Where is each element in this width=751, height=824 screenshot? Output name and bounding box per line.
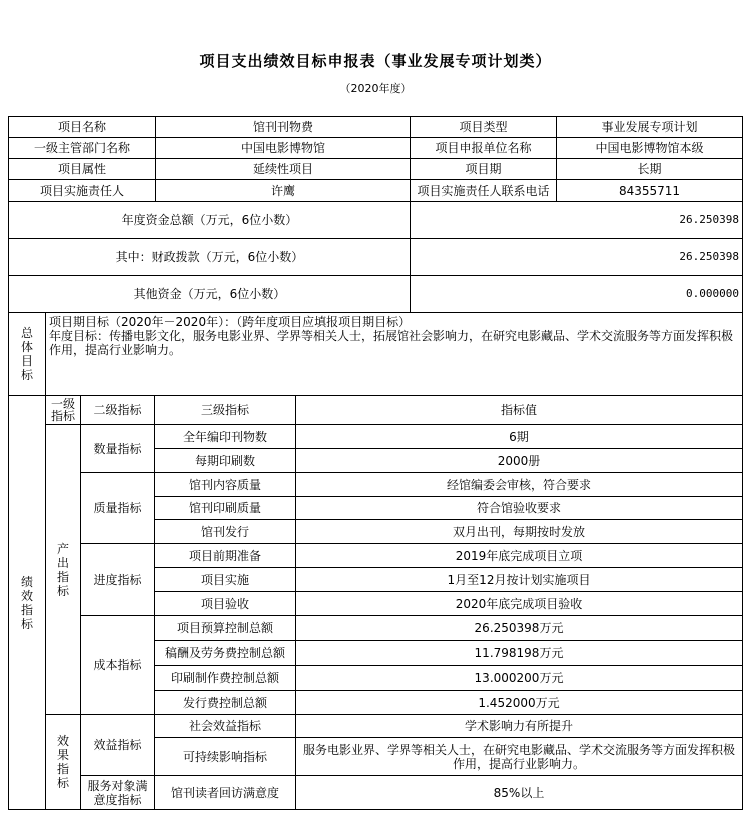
funds-other-label: 其他资金（万元，6位小数） xyxy=(9,276,411,313)
target-table xyxy=(8,116,743,810)
page-title: 项目支出绩效目标申报表（事业发展专项计划类） xyxy=(199,52,552,70)
indicator-name: 项目验收 xyxy=(155,592,296,616)
funds-fiscal-value: 26.250398 xyxy=(411,239,743,276)
indicator-name: 每期印刷数 xyxy=(155,449,296,473)
indicator-name: 印刷制作费控制总额 xyxy=(155,666,296,691)
header-level2: 二级指标 xyxy=(81,396,155,425)
funds-other-value: 0.000000 xyxy=(411,276,743,313)
indicator-value: 2000册 xyxy=(296,449,743,473)
indicator-value: 学术影响力有所提升 xyxy=(296,715,743,738)
indicator-value: 85%以上 xyxy=(296,776,743,810)
indicator-name: 馆刊发行 xyxy=(155,520,296,544)
dept-label: 一级主管部门名称 xyxy=(9,138,156,159)
owner-value: 许鹰 xyxy=(156,180,411,202)
unit-value: 中国电影博物馆本级 xyxy=(557,138,743,159)
benefit-indicator: 效益指标 xyxy=(81,715,155,776)
indicator-value: 经馆编委会审核，符合要求 xyxy=(296,473,743,497)
indicator-value: 26.250398万元 xyxy=(296,616,743,641)
phone-value: 84355711 xyxy=(557,180,743,202)
indicator-name: 项目前期准备 xyxy=(155,544,296,568)
project-type-label: 项目类型 xyxy=(411,117,557,138)
project-name-label: 项目名称 xyxy=(9,117,156,138)
overall-target-label: 总 体 目 标 xyxy=(9,313,46,396)
indicator-name: 稿酬及劳务费控制总额 xyxy=(155,641,296,666)
effect-indicators-label: 效 果 指 标 xyxy=(46,715,81,810)
phone-label: 项目实施责任人联系电话 xyxy=(411,180,557,202)
indicator-value: 13.000200万元 xyxy=(296,666,743,691)
indicator-value: 1.452000万元 xyxy=(296,691,743,715)
header-value: 指标值 xyxy=(296,396,743,425)
overall-target-text xyxy=(46,313,743,396)
indicator-value: 2019年底完成项目立项 xyxy=(296,544,743,568)
indicator-name: 社会效益指标 xyxy=(155,715,296,738)
dept-value: 中国电影博物馆 xyxy=(156,138,411,159)
indicator-value: 双月出刊，每期按时发放 xyxy=(296,520,743,544)
period-value: 长期 xyxy=(557,159,743,180)
indicator-name: 项目实施 xyxy=(155,568,296,592)
indicator-name: 全年编印刊物数 xyxy=(155,425,296,449)
project-name-value: 馆刊刊物费 xyxy=(156,117,411,138)
period-label: 项目期 xyxy=(411,159,557,180)
satisfaction-indicator: 服务对象满 意度指标 xyxy=(81,776,155,810)
quantity-indicator: 数量指标 xyxy=(81,425,155,473)
indicator-value: 11.798198万元 xyxy=(296,641,743,666)
report-year: （2020年度） xyxy=(339,82,412,95)
indicator-name: 馆刊印刷质量 xyxy=(155,497,296,520)
indicator-name: 发行费控制总额 xyxy=(155,691,296,715)
indicator-value: 2020年底完成项目验收 xyxy=(296,592,743,616)
funds-total-label: 年度资金总额（万元，6位小数） xyxy=(9,202,411,239)
output-indicators-label: 产 出 指 标 xyxy=(46,425,81,715)
indicator-name: 馆刊内容质量 xyxy=(155,473,296,497)
quality-indicator: 质量指标 xyxy=(81,473,155,544)
indicator-value: 1月至12月按计划实施项目 xyxy=(296,568,743,592)
annual-target-text: 年度目标：传播电影文化，服务电影业界、学界等相关人士，拓展馆社会影响力，在研究电影藏品、学术交流服务等方面发挥积极作用，提高行业影响力。 xyxy=(49,329,734,357)
owner-label: 项目实施责任人 xyxy=(9,180,156,202)
project-type-value: 事业发展专项计划 xyxy=(557,117,743,138)
cost-indicator: 成本指标 xyxy=(81,616,155,715)
header-level1: 一级 指标 xyxy=(46,396,81,425)
indicator-name: 馆刊读者回访满意度 xyxy=(155,776,296,810)
period-target-text: 项目期目标（2020年－2020年）：（跨年度项目应填报项目期目标） xyxy=(49,315,411,329)
indicator-name: 可持续影响指标 xyxy=(155,738,296,776)
indicator-value: 服务电影业界、学界等相关人士，在研究电影藏品、学术交流服务等方面发挥积极作用，提高行业影响力。 xyxy=(296,738,743,776)
funds-total-value: 26.250398 xyxy=(411,202,743,239)
funds-fiscal-label: 其中：财政拨款（万元，6位小数） xyxy=(9,239,411,276)
indicator-value: 符合馆验收要求 xyxy=(296,497,743,520)
attr-value: 延续性项目 xyxy=(156,159,411,180)
progress-indicator: 进度指标 xyxy=(81,544,155,616)
attr-label: 项目属性 xyxy=(9,159,156,180)
performance-indicators-label: 绩 效 指 标 xyxy=(9,396,46,810)
header-level3: 三级指标 xyxy=(155,396,296,425)
indicator-value: 6期 xyxy=(296,425,743,449)
unit-label: 项目申报单位名称 xyxy=(411,138,557,159)
indicator-name: 项目预算控制总额 xyxy=(155,616,296,641)
